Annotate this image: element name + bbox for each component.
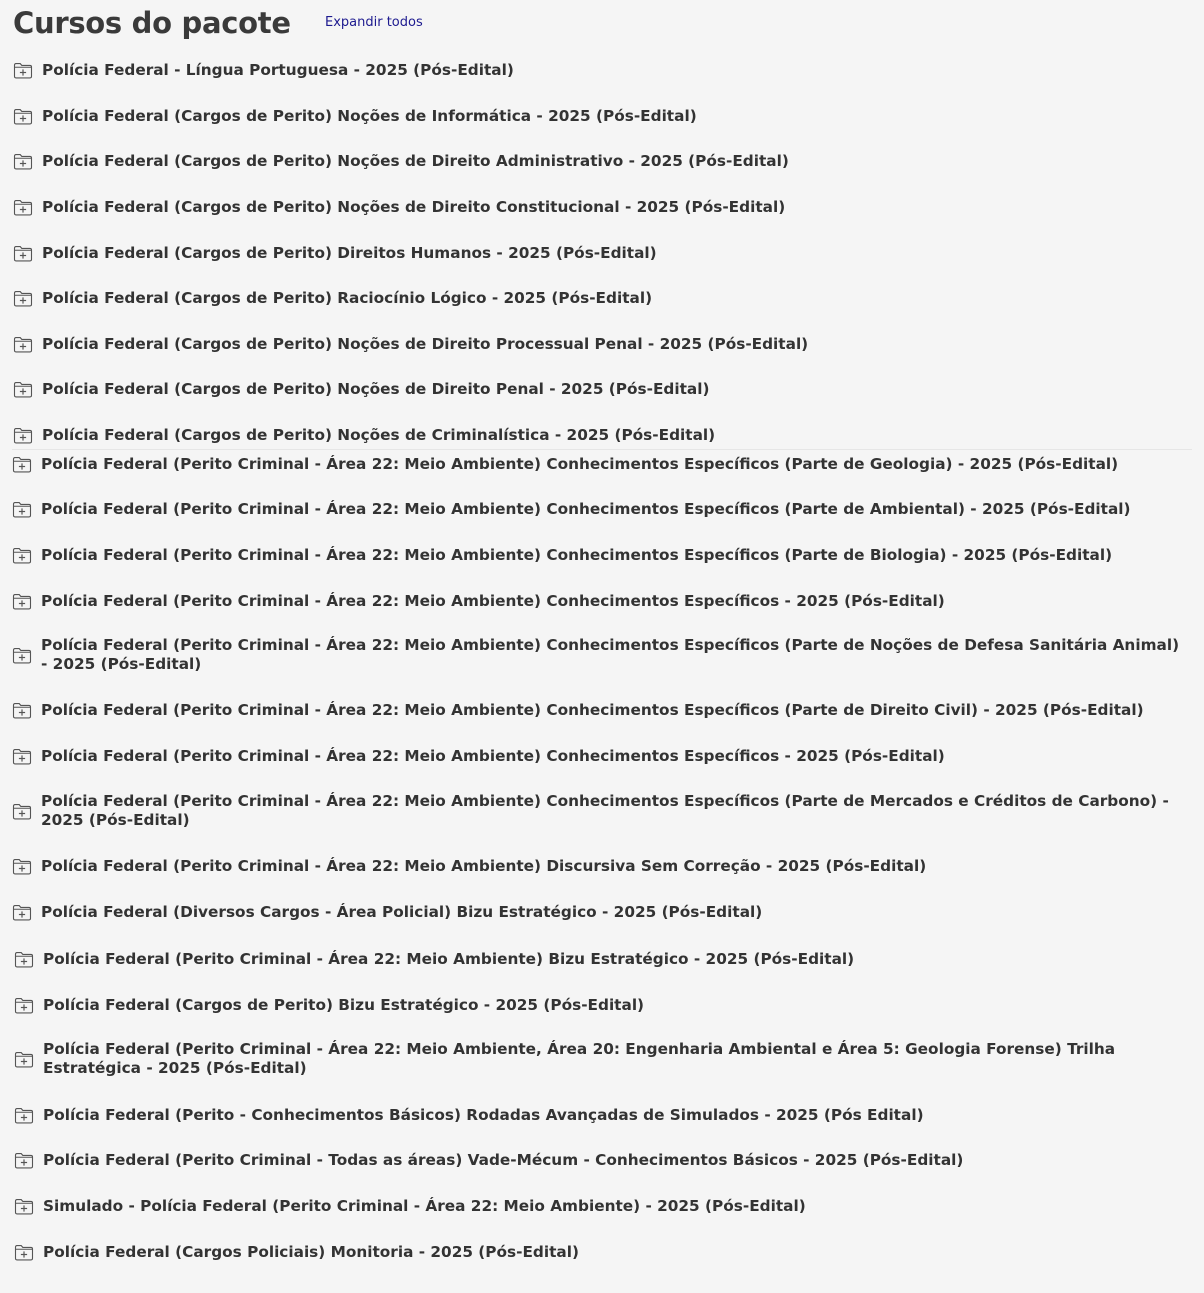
course-title: Polícia Federal (Perito Criminal - Área 22: Meio Ambiente) Conhecimentos Específicos (Parte de Ambiental) - 2025 (Pós-Edital) <box>41 499 1131 518</box>
course-title: Polícia Federal (Cargos de Perito) Noções de Direito Constitucional - 2025 (Pós-Edital) <box>42 197 786 216</box>
course-title: Polícia Federal (Cargos de Perito) Noções de Direito Administrativo - 2025 (Pós-Edital) <box>42 151 789 170</box>
folder-plus-icon[interactable] <box>13 427 33 444</box>
course-title: Polícia Federal (Perito Criminal - Área 22: Meio Ambiente) Conhecimentos Específicos (Parte de Noções de Defesa Sanitária Animal) - 2025 (Pós-Edital) <box>41 636 1180 673</box>
course-title: Polícia Federal (Perito Criminal - Todas as áreas) Vade-Mécum - Conhecimentos Básicos - 2025 (Pós-Edital) <box>43 1150 964 1169</box>
folder-plus-icon[interactable] <box>12 904 32 921</box>
course-item[interactable] <box>12 546 1190 565</box>
course-title: Polícia Federal (Cargos de Perito) Noções de Informática - 2025 (Pós-Edital) <box>42 106 697 125</box>
course-title: Polícia Federal (Cargos de Perito) Bizu Estratégico - 2025 (Pós-Edital) <box>43 995 645 1014</box>
course-title: Polícia Federal (Perito Criminal - Área 22: Meio Ambiente) Conhecimentos Específicos (Parte de Mercados e Créditos de Carbono) - 2025 (Pós-Edital) <box>41 792 1169 829</box>
course-title: Polícia Federal (Perito Criminal - Área 22: Meio Ambiente) Conhecimentos Específicos - 2025 (Pós-Edital) <box>41 746 945 765</box>
course-item[interactable] <box>13 380 1190 399</box>
course-item[interactable] <box>12 792 1190 830</box>
course-title: Polícia Federal (Cargos de Perito) Noções de Direito Penal - 2025 (Pós-Edital) <box>42 379 710 398</box>
course-item[interactable] <box>13 289 1190 308</box>
folder-plus-icon[interactable] <box>14 997 34 1014</box>
folder-plus-icon[interactable] <box>12 647 32 664</box>
course-title: Polícia Federal - Língua Portuguesa - 2025 (Pós-Edital) <box>42 60 514 79</box>
course-item[interactable] <box>13 335 1190 354</box>
course-item[interactable] <box>14 1151 1190 1170</box>
course-title: Polícia Federal (Perito Criminal - Área 22: Meio Ambiente) Conhecimentos Específicos (Parte de Geologia) - 2025 (Pós-Edital) <box>41 454 1119 473</box>
folder-plus-icon[interactable] <box>14 1244 34 1261</box>
course-item[interactable] <box>14 996 1190 1015</box>
folder-plus-icon[interactable] <box>13 245 33 262</box>
folder-plus-icon[interactable] <box>14 951 34 968</box>
expand-all-link[interactable]: Expandir todos <box>325 15 423 30</box>
folder-plus-icon[interactable] <box>12 748 32 765</box>
course-item[interactable] <box>12 455 1190 474</box>
course-title: Polícia Federal (Cargos Policiais) Monitoria - 2025 (Pós-Edital) <box>43 1242 579 1261</box>
folder-plus-icon[interactable] <box>13 199 33 216</box>
course-item[interactable] <box>13 244 1190 263</box>
course-title: Polícia Federal (Cargos de Perito) Raciocínio Lógico - 2025 (Pós-Edital) <box>42 288 653 307</box>
folder-plus-icon[interactable] <box>12 593 32 610</box>
course-item[interactable] <box>12 857 1190 876</box>
folder-plus-icon[interactable] <box>12 803 32 820</box>
folder-plus-icon[interactable] <box>13 153 33 170</box>
folder-plus-icon[interactable] <box>12 456 32 473</box>
course-title: Polícia Federal (Cargos de Perito) Direitos Humanos - 2025 (Pós-Edital) <box>42 243 657 262</box>
course-title: Polícia Federal (Perito Criminal - Área 22: Meio Ambiente) Bizu Estratégico - 2025 (Pós-Edital) <box>43 949 855 968</box>
course-title: Polícia Federal (Perito Criminal - Área 22: Meio Ambiente, Área 20: Engenharia Ambiental e Área 5: Geologia Forense) Trilha Estratégica - 2025 (Pós-Edital) <box>43 1040 1116 1077</box>
course-title: Polícia Federal (Cargos de Perito) Noções de Direito Processual Penal - 2025 (Pós-Edital) <box>42 334 809 353</box>
course-item[interactable] <box>13 61 1190 80</box>
folder-plus-icon[interactable] <box>12 501 32 518</box>
course-item[interactable] <box>13 152 1190 171</box>
course-item[interactable] <box>14 1106 1190 1125</box>
course-item[interactable] <box>14 1197 1190 1216</box>
course-title: Polícia Federal (Perito - Conhecimentos Básicos) Rodadas Avançadas de Simulados - 2025 (Pós Edital) <box>43 1105 924 1124</box>
course-item[interactable] <box>13 426 1190 445</box>
folder-plus-icon[interactable] <box>13 336 33 353</box>
course-item[interactable] <box>12 903 1190 922</box>
course-title: Polícia Federal (Perito Criminal - Área 22: Meio Ambiente) Conhecimentos Específicos - 2025 (Pós-Edital) <box>41 591 945 610</box>
course-item[interactable] <box>12 747 1190 766</box>
folder-plus-icon[interactable] <box>13 108 33 125</box>
folder-plus-icon[interactable] <box>13 290 33 307</box>
course-title: Polícia Federal (Perito Criminal - Área 22: Meio Ambiente) Discursiva Sem Correção - 2025 (Pós-Edital) <box>41 856 927 875</box>
folder-plus-icon[interactable] <box>14 1051 34 1068</box>
folder-plus-icon[interactable] <box>14 1107 34 1124</box>
folder-plus-icon[interactable] <box>14 1152 34 1169</box>
folder-plus-icon[interactable] <box>13 62 33 79</box>
course-item[interactable] <box>12 592 1190 611</box>
folder-plus-icon[interactable] <box>12 858 32 875</box>
header <box>13 3 291 43</box>
course-item[interactable] <box>14 1243 1190 1262</box>
page-title: Cursos do pacote <box>13 6 291 40</box>
course-item[interactable] <box>13 107 1190 126</box>
course-item[interactable] <box>12 636 1190 674</box>
course-title: Simulado - Polícia Federal (Perito Criminal - Área 22: Meio Ambiente) - 2025 (Pós-Edital) <box>43 1196 806 1215</box>
course-title: Polícia Federal (Cargos de Perito) Noções de Criminalística - 2025 (Pós-Edital) <box>42 425 716 444</box>
course-item[interactable] <box>14 950 1190 969</box>
course-item[interactable] <box>14 1040 1190 1078</box>
course-item[interactable] <box>12 500 1190 519</box>
folder-plus-icon[interactable] <box>12 547 32 564</box>
course-title: Polícia Federal (Diversos Cargos - Área Policial) Bizu Estratégico - 2025 (Pós-Edital) <box>41 902 763 921</box>
folder-plus-icon[interactable] <box>14 1198 34 1215</box>
folder-plus-icon[interactable] <box>12 702 32 719</box>
course-item[interactable] <box>13 198 1190 217</box>
course-item[interactable] <box>12 701 1190 720</box>
section-divider <box>12 449 1192 450</box>
folder-plus-icon[interactable] <box>13 381 33 398</box>
course-title: Polícia Federal (Perito Criminal - Área 22: Meio Ambiente) Conhecimentos Específicos (Parte de Biologia) - 2025 (Pós-Edital) <box>41 545 1113 564</box>
course-title: Polícia Federal (Perito Criminal - Área 22: Meio Ambiente) Conhecimentos Específicos (Parte de Direito Civil) - 2025 (Pós-Edital) <box>41 700 1144 719</box>
